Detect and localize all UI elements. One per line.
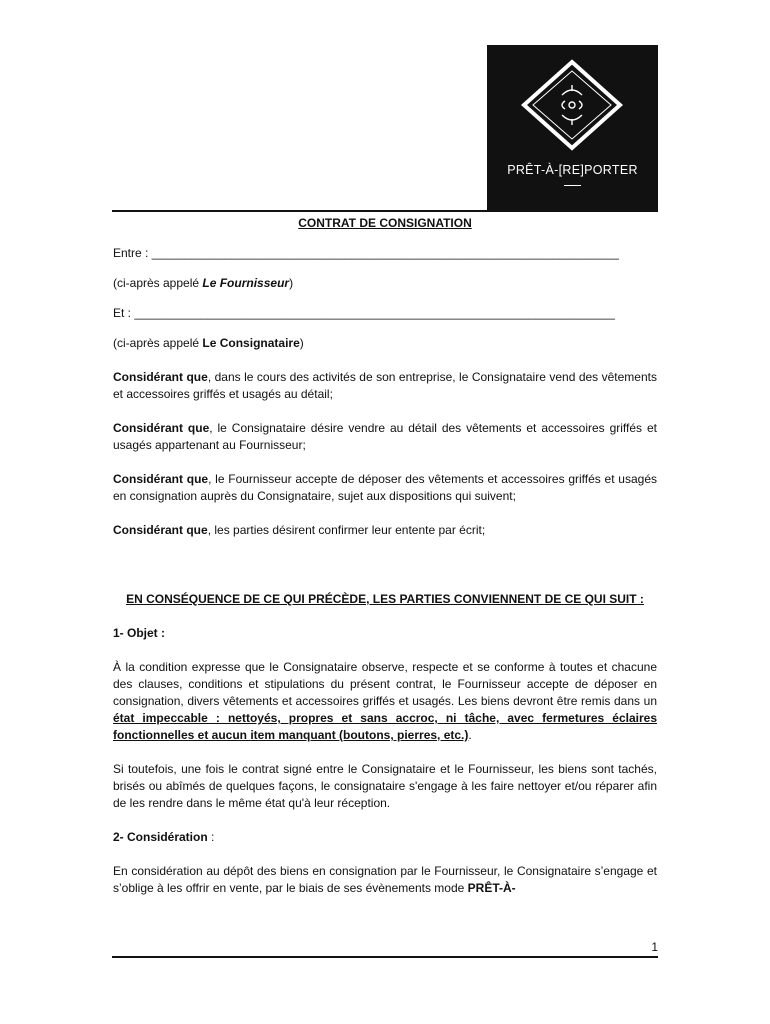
objet-paragraph-2: Si toutefois, une fois le contrat signé entre le Consignataire et le Fournisseur, les biens sont tachés, brisés ou abîmés de quelques façons, le consignataire s'engage à les faire nettoyer et/ou réparer afin de les rendre dans le même état qu'à leur réception.: [113, 762, 657, 810]
objet-paragraph-1: [113, 659, 657, 744]
consignataire-name: Le Consignataire: [202, 336, 300, 350]
et-blank: ________________________________________________________________________: [134, 306, 615, 320]
considerant-lead: Considérant que: [113, 370, 208, 384]
considerant-lead: Considérant que: [113, 472, 209, 486]
considerant-lead: Considérant que: [113, 421, 210, 435]
contract-body: [113, 213, 657, 897]
fournisseur-name: Le Fournisseur: [202, 276, 290, 290]
consignataire-line: [113, 335, 657, 352]
considerant-text: , le Consignataire désire vendre au détail des vêtements et accessoires griffés et usagés appartenant au Fournisseur;: [113, 421, 657, 452]
consideration-heading-bold: 2- Considération: [113, 830, 208, 844]
consignataire-prefix: (ci-après appelé: [113, 336, 203, 350]
considerant-text: , les parties désirent confirmer leur entente par écrit;: [207, 523, 486, 537]
entre-blank: ______________________________________________________________________: [151, 246, 619, 260]
considerant-1: [113, 369, 657, 403]
fournisseur-line: [113, 275, 657, 292]
consideration-bold: PRÊT-À-: [467, 881, 516, 895]
entre-label: Entre :: [113, 246, 149, 260]
et-line: [113, 305, 657, 322]
consideration-heading: [113, 829, 657, 846]
objet-heading: 1- Objet :: [113, 626, 166, 640]
diamond-logo-icon: [487, 45, 658, 211]
fournisseur-prefix: (ci-après appelé: [113, 276, 203, 290]
brand-name: PRÊT-À-[RE]PORTER: [507, 163, 638, 177]
consideration-text: En considération au dépôt des biens en consignation par le Fournisseur, le Consignataire s’engage et s’oblige à les offrir en vente, par le biais de ses évènements mode: [113, 864, 657, 895]
header-rule: [112, 210, 658, 212]
section-heading: EN CONSÉQUENCE DE CE QUI PRÉCÈDE, LES PARTIES CONVIENNENT DE CE QUI SUIT :: [126, 592, 644, 606]
considerant-4: [113, 522, 657, 539]
consignataire-suffix: ): [299, 336, 304, 350]
entre-line: [113, 245, 657, 262]
considerant-text: , le Fournisseur accepte de déposer des vêtements et accessoires griffés et usagés en consignation auprès du Consignataire, sujet aux dispositions qui suivent;: [113, 472, 657, 503]
page-number: 1: [651, 940, 658, 954]
consideration-heading-rest: :: [207, 830, 215, 844]
et-label: Et :: [113, 306, 132, 320]
considerant-3: [113, 471, 657, 505]
consideration-paragraph: [113, 863, 657, 897]
considerant-lead: Considérant que: [113, 523, 208, 537]
fournisseur-suffix: ): [289, 276, 294, 290]
considerant-2: [113, 420, 657, 454]
logo-divider: [564, 185, 581, 186]
objet-end: .: [468, 728, 472, 742]
objet-emphasis: état impeccable : nettoyés, propres et sans accroc, ni tâche, avec fermetures éclaires fonctionnelles et aucun item manquant (boutons, pierres, etc.): [113, 711, 657, 742]
objet-text: À la condition expresse que le Consignataire observe, respecte et se conforme à toutes et chacune des clauses, conditions et stipulations du présent contrat, le Fournisseur accepte de déposer en consignation, divers vêtements et accessoires griffés et usagés. Les biens devront être remis dans un: [113, 660, 657, 708]
footer-rule: [112, 956, 658, 958]
considerant-text: , dans le cours des activités de son entreprise, le Consignataire vend des vêtements et accessoires griffés et usagés au détail;: [113, 370, 657, 401]
brand-logo: [487, 45, 658, 211]
document-title: CONTRAT DE CONSIGNATION: [298, 216, 472, 230]
